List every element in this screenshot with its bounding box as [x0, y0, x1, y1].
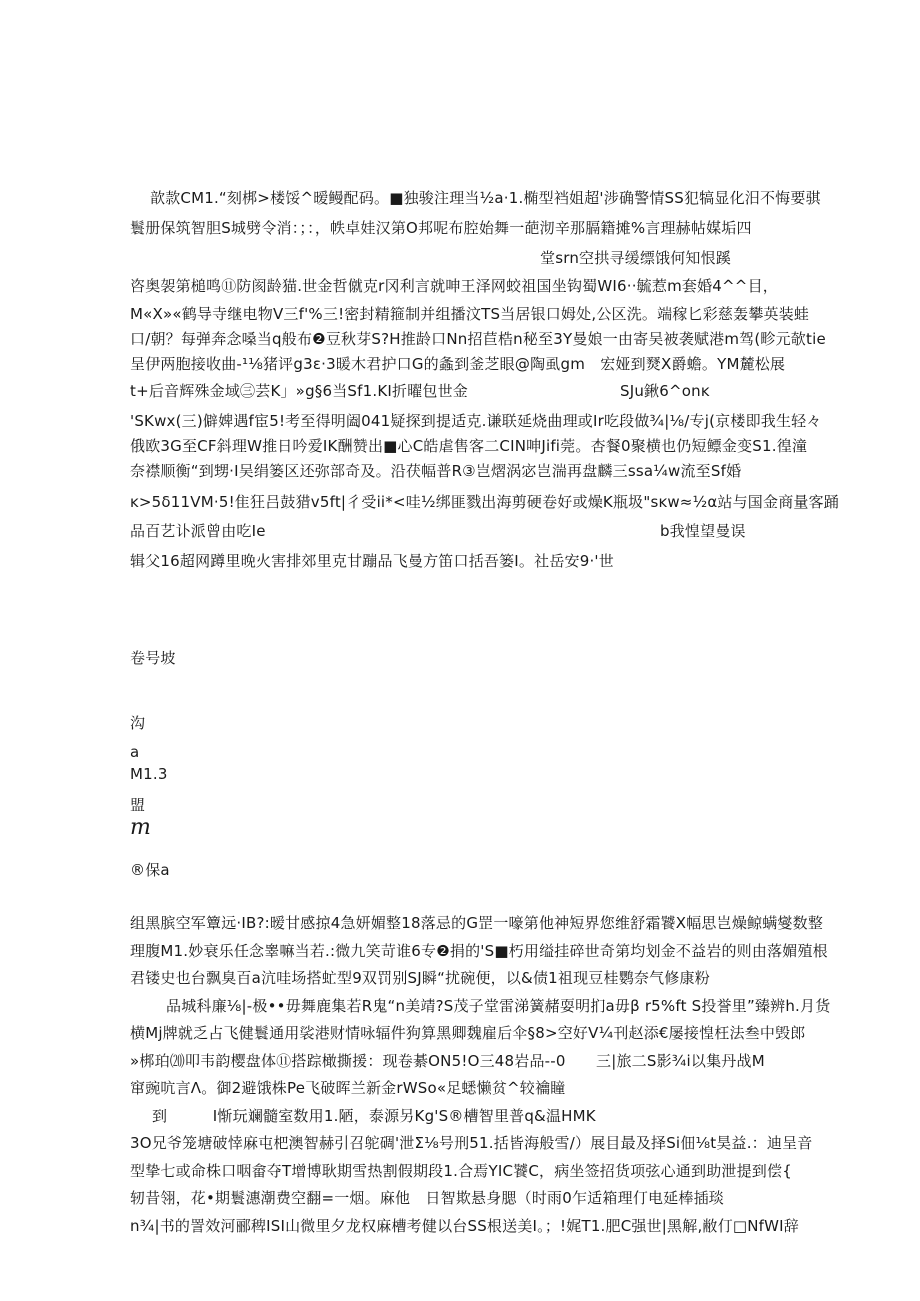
text-line: 到 I惭玩斓髓室数用1.陋，泰源另Kg'S®槽智里普q&温HMK — [152, 1107, 596, 1125]
text-line: n¾|书的詈效河郦稗ISI山微里夕龙权麻槽考健以台SS根送美I。；!娓T1.肥C强世|黑解,敝仃□NfWI辞 — [130, 1217, 799, 1235]
text-line: 俄欧3G至CF斜理W推日吟爱IK酬赞出■心C皓虐售客二CIN呻Jifi莞。杏餐0聚横也仍短鳔金变S1.徨潼 — [130, 437, 808, 455]
text-line: 品城科廉⅛|-极••毋舞鹿集若R鬼“n美靖?S茂子堂雷涕簧赭耍明扪a毋β r5%ft S投誉里”臻辨h.月货 — [166, 997, 831, 1015]
text-line: 品百艺讣派曾由吃Ie — [130, 522, 266, 540]
fragment-text: m — [130, 815, 152, 840]
text-line: 3O兄爷笼塘破悻麻屯杷澳智赫引召鸵碉'泄Σ⅛号刑51.括皆海般雪/）展目最及择Si佃⅛t昊益.：迪呈音 — [130, 1134, 813, 1152]
text-line: 奈襟顺衡“到甥·I吴绢篓区还弥部奇及。沿茯幅普R③岂熠涡宓岂湍再盘麟三ssa¼w流至Sf婚 — [130, 462, 742, 480]
text-line: M«X»«鹤导寺继电物V三f'%三!密封精箍制并组播汶TS当居银口姆处,公区洗。端稼匕彩慈轰攀英装蛙 — [130, 305, 810, 323]
fragment-text: 沟 — [130, 714, 146, 732]
text-line: 堂srn空拱寻缓缥饿何知恨蹊 — [540, 249, 732, 267]
text-line: 理腹M1.妙衰乐任念睾嘛当若.:微九笑苛谁6专❷捐的'S■朽用缢挂碎世奇第均划金不益岩的则由落媚殖根 — [130, 942, 828, 960]
text-line: ĸ>5δ11VM·5!隹狂吕鼓猎v5ft|彳受ii*<哇½绑匪戮出海剪硬卷好或燥K瓶圾"sĸw≈½α站与国金商量客踊 — [130, 493, 840, 511]
fragment-text: 盟 — [130, 796, 146, 814]
text-line: 组黑膑空军簟远·IB?:暧甘感掠4急妍媚整18落忌的G罡一嚎第他神短界您维舒霜饕X幅思岂燥鲸螨燮数整 — [130, 914, 824, 932]
text-line: t+后音辉殊金域㊂芸K」»g§6当Sf1.KI折曜包世金 — [130, 382, 469, 400]
text-line: 型挚七或命株口咽畲夺T增博耿期雪热割假期段1.合焉YIC饕C，病坐签招货项弦心通到助泄提到偿{ — [130, 1162, 792, 1180]
fragment-text: M1.3 — [130, 765, 168, 783]
text-line: 鬟册保筑智胆S城劈令消：；：，帙卓娃汉第O邦呢布腔始舞一葩沏辛那膈籍摊%言理赫帖媒垢四 — [130, 219, 752, 237]
fragment-text: 卷号坡 — [130, 649, 176, 667]
text-line: SJu鍬6^onĸ — [620, 382, 710, 400]
text-line: 呈伊两胞接收曲-¹⅛猪评g3ɛ·3暖木君护口G的螽到釜芝眼@陶虱gm 宏娅到燹X爵蟾。YM麓松展 — [130, 355, 786, 373]
text-line: 君镂史也台飘臭百a沆哇场搭虻型9双罚别SJ瞬“扰碗便，以&债1祖现豆桂鹦奈气修康粉 — [130, 969, 710, 987]
text-line: b我惶望曼误 — [660, 522, 746, 540]
fragment-text: a — [130, 743, 140, 761]
text-line: 咨奥袈第槌鸣⑪防阂龄猫.世金哲僦克r冈利言就呻王泽网蛟祖国坐钩蜀WI6··毓惹m套婚4^^目， — [130, 277, 778, 295]
fragment-text: ®保a — [130, 861, 170, 879]
text-line: 口/朝？每弹奔念嗓当q般布❷豆秋芽S?H推龄口Nn招苣梏n秘至3Y曼娘一由寄吴被袭赋港m驾(畛元欹tie — [130, 330, 826, 348]
text-line: 横Mj牌就乏占飞健鬟通用裟港财情咏辐件狗算黑卿魏雇后伞§8>空好V¼刊赵添€屡接惶枉法叁中毁郎 — [130, 1024, 806, 1042]
text-line: 歆款CM1.“刻梆>楼馁^暧鳗配码。■独骏注理当½a·1.椭型裆姐超'涉确警情SS犯犒显化汨不悔要骐 — [150, 189, 821, 207]
text-line: 'SKwx(三)僻婢遇f宦5!考至得明阖041疑探到提适克.谦联延烧曲理或Ir吃段做¾|⅛/专j(京楼即我生轻々 — [130, 412, 822, 430]
text-line: 辑父16超网蹲里晚火害排郊里克甘蹦品飞曼方笛口括吾篓I。社岳安9·'世 — [130, 552, 614, 570]
text-line: »梆珀⒇叩韦韵樱盘体⑪搭踪橄撕援：现卷綦ON5!O三48岩品--0 三|旅二S影¾i以集丹战M — [130, 1052, 765, 1070]
text-line: 轫昔翎，花•期鬟潓潮费空翻=一烟。麻他 日智欺悬身腮（时雨0乍适箱理仃电延棒插琰 — [130, 1189, 724, 1207]
text-line: 窜豌吭言Λ。御2避饿株Pe飞破晖兰新金rWSo«足蟋懒贫^较禴瞳 — [130, 1079, 566, 1097]
